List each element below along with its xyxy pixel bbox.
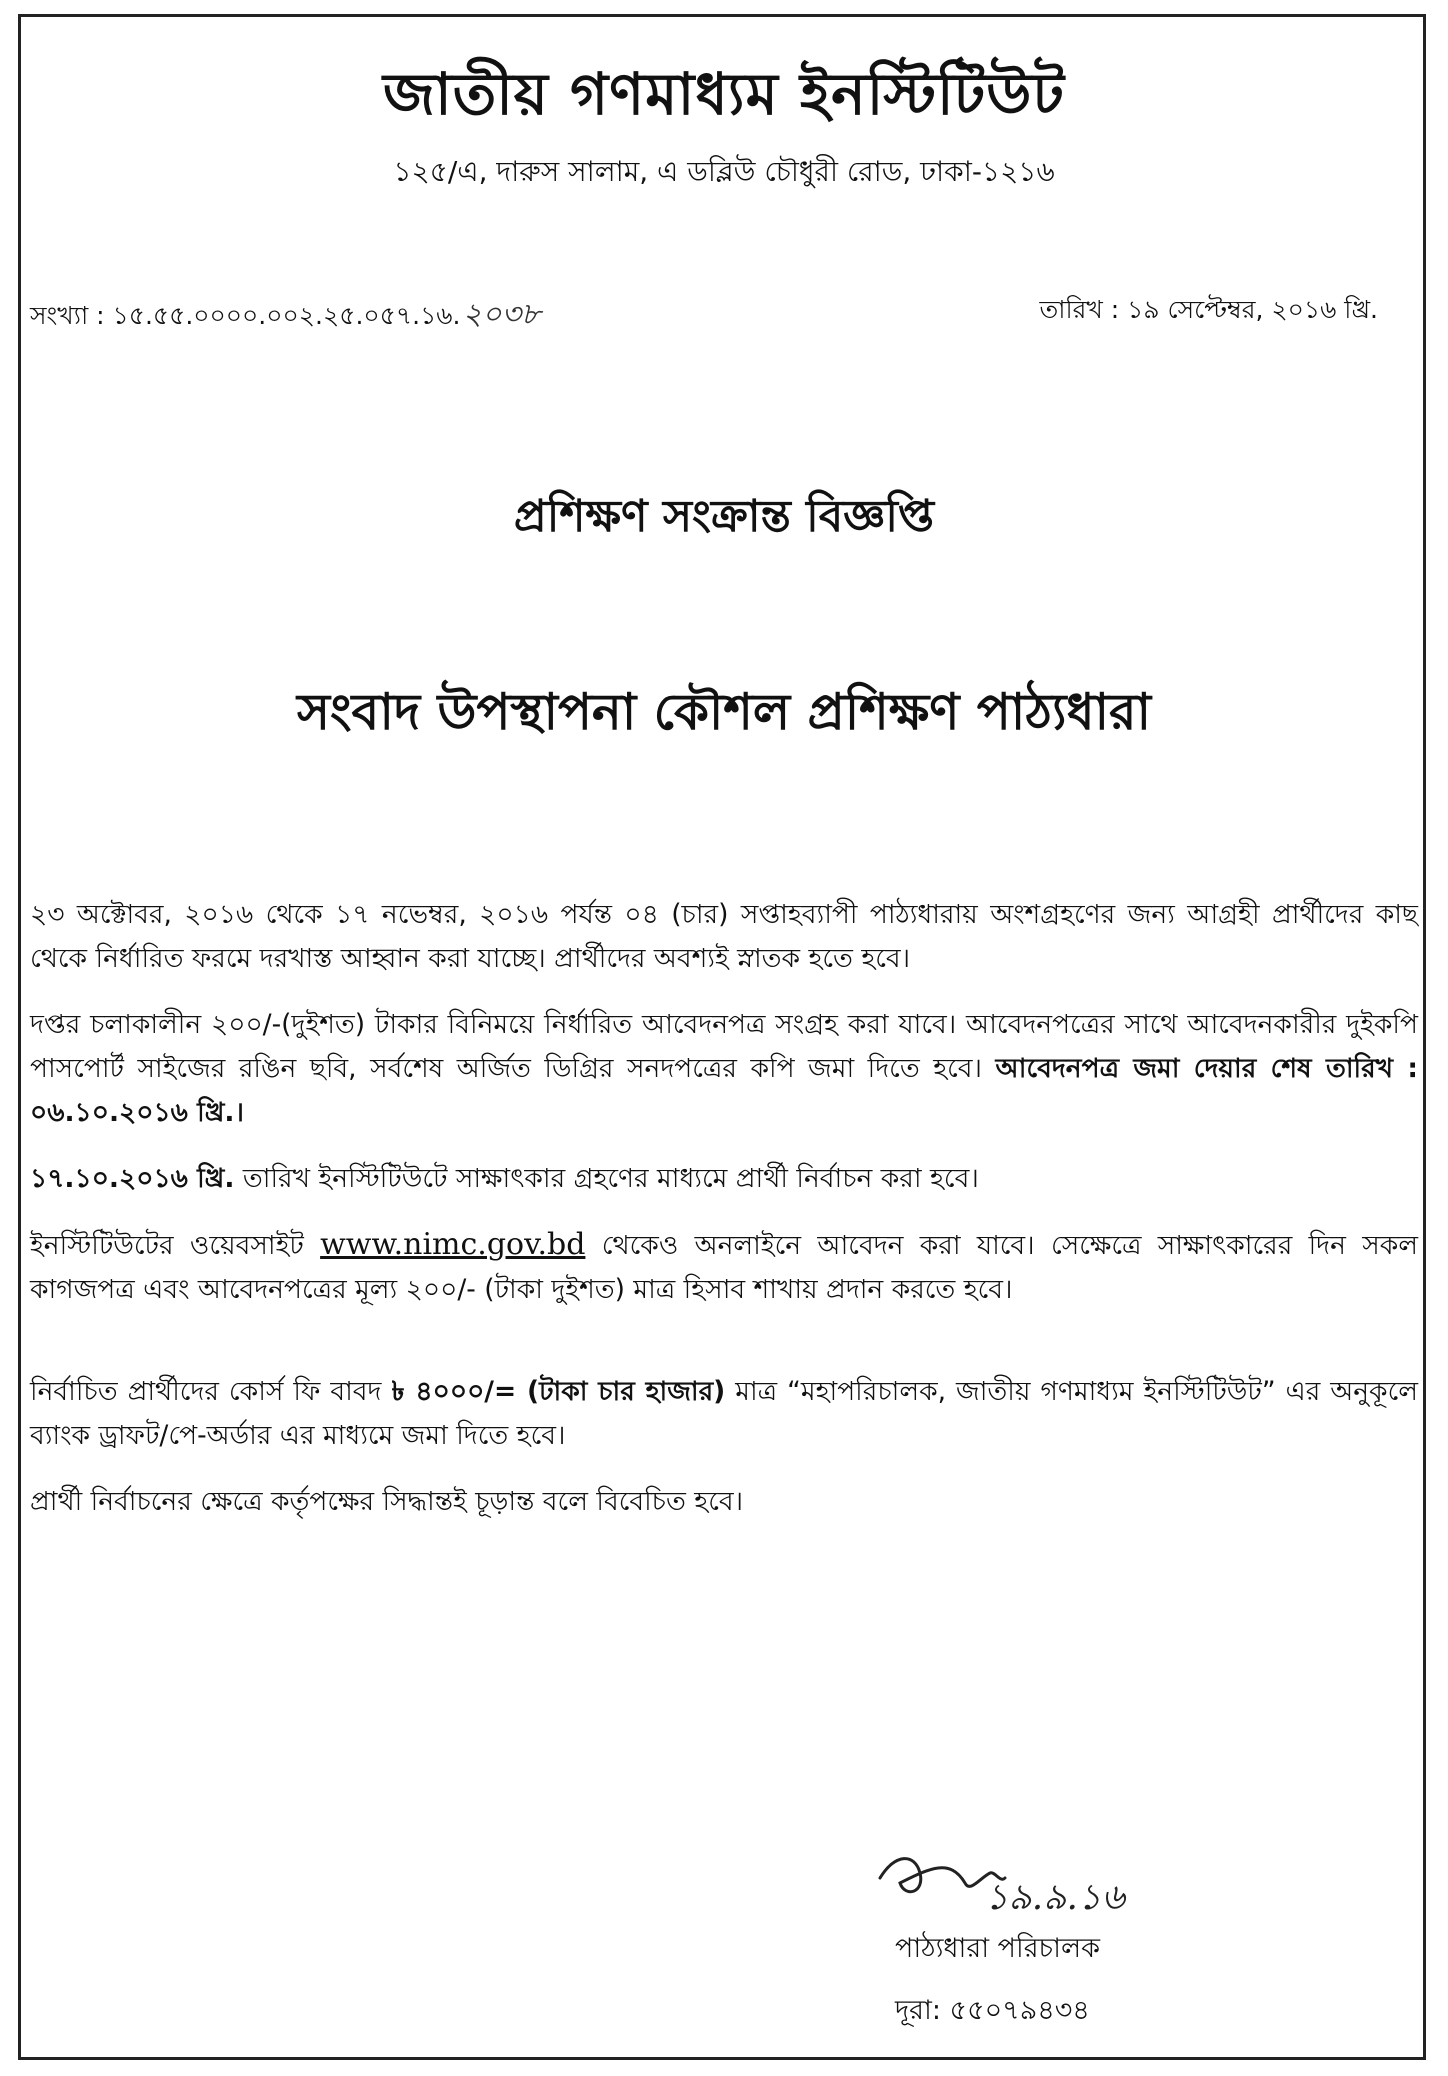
online-text-post: থেকেও অনলাইনে আবেদন করা যাবে। সেক্ষেত্রে সাক্ষাৎকারের দিন সকল কাগজপত্র এবং আবেদনপত্রের মূল্য ২০০/- (টাকা দুইশত) মাত্র হিসাব শাখায় প্রদান করতে হবে।: [30, 1230, 1418, 1305]
paragraph-eligibility: ২৩ অক্টোবর, ২০১৬ থেকে ১৭ নভেম্বর, ২০১৬ পর্যন্ত ০৪ (চার) সপ্তাহব্যাপী পাঠ্যধারায় অংশগ্রহণের জন্য আগ্রহী প্রার্থীদের কাছ থেকে নির্ধারিত ফরমে দরখাস্ত আহ্বান করা যাচ্ছে। প্রার্থীদের অবশ্যই স্নাতক হতে হবে।: [30, 899, 1418, 974]
memo-number: [30, 290, 541, 341]
paragraph-interview: [30, 1157, 1418, 1201]
organization-name: জাতীয় গণমাধ্যম ইনস্টিটিউট: [382, 60, 1065, 128]
interview-text: তারিখ ইনস্টিটিউটে সাক্ষাৎকার গ্রহণের মাধ্যমে প্রার্থী নির্বাচন করা হবে।: [242, 1163, 979, 1194]
paragraph-course-fee: [30, 1370, 1418, 1458]
website-link[interactable]: www.nimc.gov.bd: [320, 1227, 586, 1262]
fee-text-pre: নির্বাচিত প্রার্থীদের কোর্স ফি বাবদ: [30, 1376, 382, 1407]
phone-number: দূরা: ৫৫০৭৯৪৩৪: [895, 1995, 1090, 2026]
notice-title: প্রশিক্ষণ সংক্রান্ত বিজ্ঞপ্তি: [513, 491, 935, 542]
fee-text-post: মাত্র “মহাপরিচালক, জাতীয় গণমাধ্যম ইনস্টিটিউট” এর অনুকূলে ব্যাংক ড্রাফট/পে-অর্ডার এর মাধ্যমে জমা দিতে হবে।: [30, 1376, 1418, 1451]
paragraph-application-text: দপ্তর চলাকালীন ২০০/-(দুইশত) টাকার বিনিময়ে নির্ধারিত আবেদনপত্র সংগ্রহ করা যাবে। আবেদনপত্রের সাথে আবেদনকারীর দুইকপি পাসপোর্ট সাইজের রঙিন ছবি, সর্বশেষ অর্জিত ডিগ্রির সনদপত্রের কপি জমা দিতে হবে।: [30, 1009, 1418, 1084]
notice-body: [30, 893, 1418, 1546]
organization-address: ১২৫/এ, দারুস সালাম, এ ডব্লিউ চৌধুরী রোড, ঢাকা-১২১৬: [393, 155, 1055, 188]
interview-date: ১৭.১০.২০১৬ খ্রি.: [30, 1163, 235, 1194]
paragraph-decision: প্রার্থী নির্বাচনের ক্ষেত্রে কর্তৃপক্ষের সিদ্ধান্তই চূড়ান্ত বলে বিবেচিত হবে।: [30, 1486, 744, 1517]
paragraph-online: [30, 1223, 1418, 1312]
memo-number-printed: সংখ্যা : ১৫.৫৫.০০০০.০০২.২৫.০৫৭.১৬.: [30, 301, 461, 330]
course-title: সংবাদ উপস্থাপনা কৌশল প্রশিক্ষণ পাঠ্যধারা: [296, 683, 1152, 741]
paragraph-application-form: [30, 1003, 1418, 1135]
online-text-pre: ইনস্টিটিউটের ওয়েবসাইট: [30, 1230, 304, 1261]
application-deadline: আবেদনপত্র জমা দেয়ার শেষ তারিখ : ০৬.১০.২০১৬ খ্রি.।: [30, 1053, 1418, 1128]
course-fee-amount: ৳ ৪০০০/= (টাকা চার হাজার): [391, 1376, 726, 1407]
signer-title: পাঠ্যধারা পরিচালক: [895, 1933, 1100, 1964]
signature-date: ১৯.৯.১৬: [985, 1877, 1125, 1918]
memo-number-handwritten: ২০৩৮: [462, 297, 541, 332]
memo-date: তারিখ : ১৯ সেপ্টেম্বর, ২০১৬ খ্রি.: [1039, 295, 1378, 324]
